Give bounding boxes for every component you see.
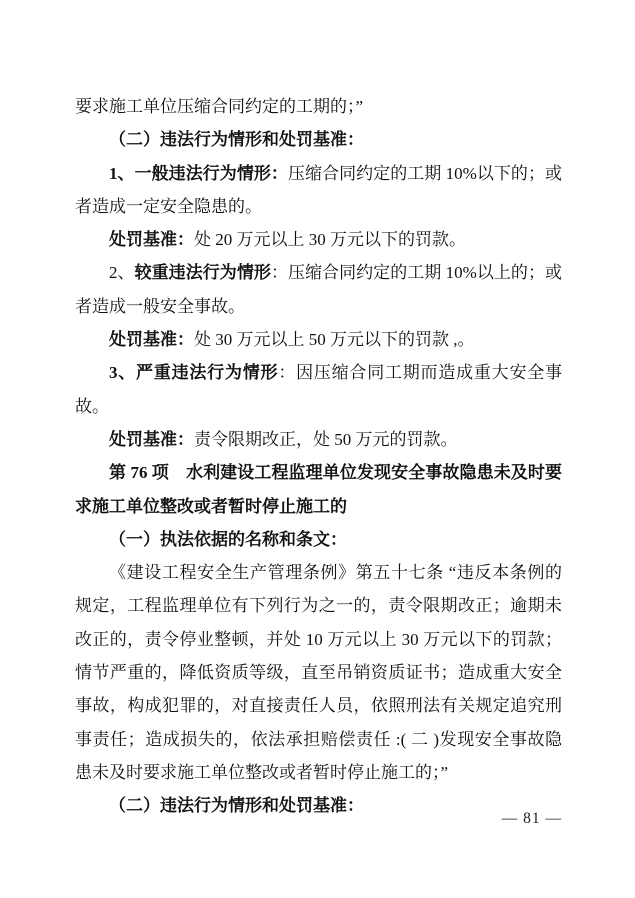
item-label: 1、一般违法行为情形： <box>109 163 288 183</box>
legal-basis-text <box>75 556 562 789</box>
heading-violation-penalty <box>75 123 562 156</box>
heading-text: （二）违法行为情形和处罚基准： <box>109 130 364 150</box>
penalty-text: 责令限期改正，处 50 万元的罚款。 <box>194 429 458 449</box>
item-76-heading <box>75 456 562 523</box>
item-moderate-violation <box>75 256 562 323</box>
item-text: 压缩合同约定的工期 10%以下的；或者造成一定安全隐患的。 <box>75 163 563 216</box>
paragraph-continuation <box>75 90 562 123</box>
penalty-label: 处罚基准： <box>109 230 194 250</box>
heading-legal-basis <box>75 523 562 556</box>
penalty-standard-3 <box>75 423 562 456</box>
penalty-text: 处 20 万元以上 30 万元以下的罚款。 <box>194 230 466 250</box>
legal-text: 《建设工程安全生产管理条例》第五十七条 “违反本条例的规定，工程监理单位有下列行为之一的，责令限期改正；逾期未改正的，责令停业整顿，并处 10 万元以上 30 万元以下的罚款；情节严重的，降低资质等级，直至吊销资质证书；造成重大安全事故，构成犯罪的，对直接责任人员，依照刑法有关规定追究刑事责任；造成损失的，依法承担赔偿责任 :( 二 )发现安全事故隐患未及时要求施工单位整改或者暂时停止施工的；” <box>75 563 562 782</box>
document-body <box>75 90 562 823</box>
item-number: 2、 <box>109 263 135 283</box>
penalty-standard-2 <box>75 323 562 356</box>
item-general-violation <box>75 157 562 224</box>
item-text: ：因压缩合同工期而造成重大安全事故。 <box>75 363 563 416</box>
penalty-label: 处罚基准： <box>109 330 194 350</box>
penalty-label: 处罚基准： <box>109 429 194 449</box>
heading-violation-penalty-2 <box>75 789 562 822</box>
penalty-standard-1 <box>75 223 562 256</box>
page-number: — 81 — <box>501 810 562 827</box>
penalty-text: 处 30 万元以上 50 万元以下的罚款 ,。 <box>194 330 475 350</box>
heading-text: （二）违法行为情形和处罚基准： <box>109 796 364 816</box>
paragraph-text: 要求施工单位压缩合同约定的工期的；” <box>75 97 364 116</box>
heading-text: 第 76 项 水利建设工程监理单位发现安全事故隐患未及时要求施工单位整改或者暂时停止施工的 <box>75 463 562 516</box>
item-text: ：压缩合同约定的工期 10%以上的；或者造成一般安全事故。 <box>75 263 563 316</box>
heading-text: （一）执法依据的名称和条文： <box>109 529 347 549</box>
item-label: 较重违法行为情形 <box>134 263 271 283</box>
item-label: 3、严重违法行为情形 <box>109 363 279 383</box>
item-severe-violation <box>75 356 562 423</box>
